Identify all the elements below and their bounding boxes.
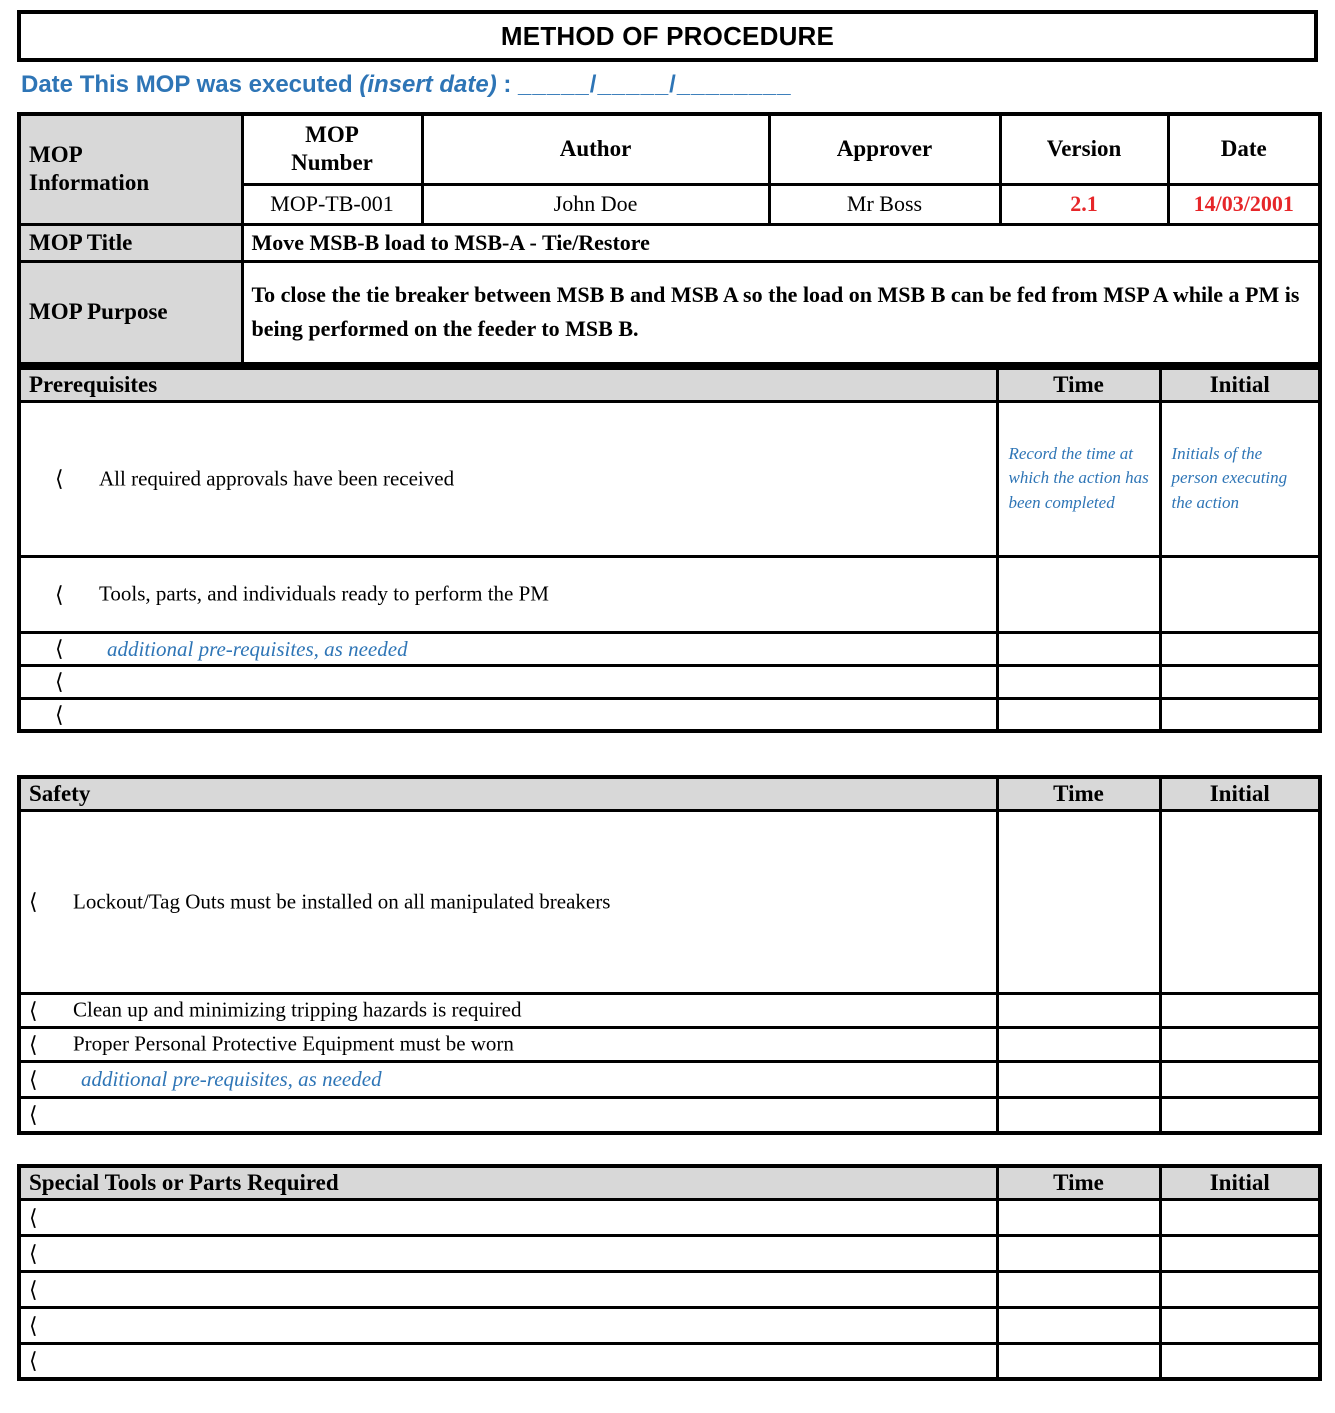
checklist-item-text: additional pre-requisites, as needed [81, 1067, 382, 1092]
angle-bullet-icon: ⟨ [55, 701, 64, 727]
time-note-text: Record the time at which the action has been completed [1008, 443, 1149, 512]
special-tools-table [17, 1164, 1322, 1381]
angle-bullet-icon: ⟨ [55, 669, 64, 695]
author-value: John Doe [422, 184, 769, 224]
time-entry-cell [997, 401, 1160, 556]
table-row [19, 1343, 1320, 1379]
time-entry-cell [997, 556, 1160, 632]
time-entry-cell [997, 1343, 1160, 1379]
initial-entry-cell [1160, 401, 1320, 556]
checklist-item-cell [19, 1271, 997, 1307]
time-column-header: Time [997, 1166, 1160, 1199]
mop-number-value: MOP-TB-001 [242, 184, 422, 224]
checklist-item-cell [19, 632, 997, 665]
time-entry-cell [997, 665, 1160, 698]
checklist-item-cell [19, 1097, 997, 1133]
initial-entry-cell [1160, 993, 1320, 1027]
initial-entry-cell [1160, 556, 1320, 632]
table-row [19, 1271, 1320, 1307]
prerequisites-table [17, 366, 1322, 733]
safety-header-row [19, 777, 1320, 810]
mop-purpose-value: To close the tie breaker between MSB B and MSB A so the load on MSB B can be fed from MSP A while a PM is being performed on the feeder to MSB B. [242, 261, 1320, 364]
table-row [19, 1027, 1320, 1061]
checklist-item-cell [19, 1235, 997, 1271]
angle-bullet-icon: ⟨ [29, 1240, 38, 1266]
table-row [19, 1307, 1320, 1343]
checklist-item-text: Clean up and minimizing tripping hazards is required [73, 998, 522, 1023]
time-entry-cell [997, 1027, 1160, 1061]
time-entry-cell [997, 698, 1160, 731]
checklist-item-text: Lockout/Tag Outs must be installed on all manipulated breakers [73, 889, 611, 914]
safety-section-title: Safety [19, 777, 997, 810]
initial-entry-cell [1160, 1061, 1320, 1097]
document-title: METHOD OF PROCEDURE [500, 20, 835, 51]
checklist-item-cell [19, 993, 997, 1027]
version-header: Version [1000, 114, 1168, 184]
special-tools-header-row [19, 1166, 1320, 1199]
time-entry-cell [997, 632, 1160, 665]
initial-entry-cell [1160, 1027, 1320, 1061]
initial-note-text: Initials of the person executing the action [1171, 443, 1288, 512]
checklist-item-text: additional pre-requisites, as needed [107, 636, 408, 661]
initial-column-header: Initial [1160, 368, 1320, 401]
angle-bullet-icon: ⟨ [29, 1066, 38, 1092]
version-value: 2.1 [1000, 184, 1168, 224]
angle-bullet-icon: ⟨ [55, 581, 64, 607]
initial-entry-cell [1160, 810, 1320, 993]
mop-number-header: MOP Number [242, 114, 422, 184]
time-entry-cell [997, 1061, 1160, 1097]
initial-entry-cell [1160, 665, 1320, 698]
table-row [19, 993, 1320, 1027]
mop-info-header-row [19, 114, 1320, 184]
initial-entry-cell [1160, 1343, 1320, 1379]
checklist-item-text: Tools, parts, and individuals ready to perform the PM [99, 582, 549, 607]
table-row [19, 698, 1320, 731]
checklist-item-text: Proper Personal Protective Equipment must be worn [73, 1032, 514, 1057]
date-line-prefix: Date This MOP was executed [21, 71, 360, 98]
special-tools-section-title: Special Tools or Parts Required [19, 1166, 997, 1199]
table-row [19, 632, 1320, 665]
time-entry-cell [997, 1199, 1160, 1235]
angle-bullet-icon: ⟨ [29, 889, 38, 915]
time-column-header: Time [997, 777, 1160, 810]
mop-title-row [19, 224, 1320, 261]
prerequisites-header-row [19, 368, 1320, 401]
table-row [19, 1097, 1320, 1133]
table-row [19, 810, 1320, 993]
table-row [19, 401, 1320, 556]
checklist-item-cell [19, 401, 997, 556]
angle-bullet-icon: ⟨ [29, 1312, 38, 1338]
time-entry-cell [997, 1097, 1160, 1133]
mop-title-value: Move MSB-B load to MSB-A - Tie/Restore [242, 224, 1320, 261]
mop-info-table [17, 112, 1322, 366]
initial-entry-cell [1160, 1199, 1320, 1235]
angle-bullet-icon: ⟨ [29, 1031, 38, 1057]
angle-bullet-icon: ⟨ [29, 1276, 38, 1302]
angle-bullet-icon: ⟨ [29, 1348, 38, 1374]
checklist-item-cell [19, 810, 997, 993]
mop-purpose-label: MOP Purpose [19, 261, 242, 364]
initial-column-header: Initial [1160, 777, 1320, 810]
date-line-insert-hint: (insert date) [359, 71, 497, 98]
approver-header: Approver [769, 114, 1000, 184]
angle-bullet-icon: ⟨ [29, 1204, 38, 1230]
date-line-blanks: _____/_____/________ [518, 71, 792, 98]
initial-entry-cell [1160, 1235, 1320, 1271]
date-executed-line [21, 71, 1316, 99]
table-row [19, 1199, 1320, 1235]
time-entry-cell [997, 1235, 1160, 1271]
initial-entry-cell [1160, 698, 1320, 731]
date-line-separator: : [496, 71, 519, 98]
mop-information-label: MOP Information [19, 114, 242, 224]
initial-entry-cell [1160, 1307, 1320, 1343]
checklist-item-cell [19, 1061, 997, 1097]
checklist-item-cell [19, 1307, 997, 1343]
initial-entry-cell [1160, 632, 1320, 665]
checklist-item-cell [19, 1199, 997, 1235]
mop-purpose-row [19, 261, 1320, 364]
initial-column-header: Initial [1160, 1166, 1320, 1199]
checklist-item-cell [19, 665, 997, 698]
checklist-item-cell [19, 1343, 997, 1379]
checklist-item-text: All required approvals have been received [99, 466, 455, 491]
table-row [19, 1235, 1320, 1271]
angle-bullet-icon: ⟨ [29, 997, 38, 1023]
angle-bullet-icon: ⟨ [55, 636, 64, 662]
date-header: Date [1168, 114, 1320, 184]
checklist-item-cell [19, 698, 997, 731]
safety-table [17, 775, 1322, 1135]
time-entry-cell [997, 993, 1160, 1027]
table-row [19, 665, 1320, 698]
time-entry-cell [997, 1307, 1160, 1343]
document-title-box [17, 10, 1318, 62]
checklist-item-cell [19, 556, 997, 632]
time-entry-cell [997, 1271, 1160, 1307]
time-column-header: Time [997, 368, 1160, 401]
approver-value: Mr Boss [769, 184, 1000, 224]
date-value: 14/03/2001 [1168, 184, 1320, 224]
time-entry-cell [997, 810, 1160, 993]
initial-entry-cell [1160, 1097, 1320, 1133]
angle-bullet-icon: ⟨ [55, 466, 64, 492]
prerequisites-section-title: Prerequisites [19, 368, 997, 401]
initial-entry-cell [1160, 1271, 1320, 1307]
mop-title-label: MOP Title [19, 224, 242, 261]
table-row [19, 1061, 1320, 1097]
checklist-item-cell [19, 1027, 997, 1061]
angle-bullet-icon: ⟨ [29, 1102, 38, 1128]
author-header: Author [422, 114, 769, 184]
table-row [19, 556, 1320, 632]
